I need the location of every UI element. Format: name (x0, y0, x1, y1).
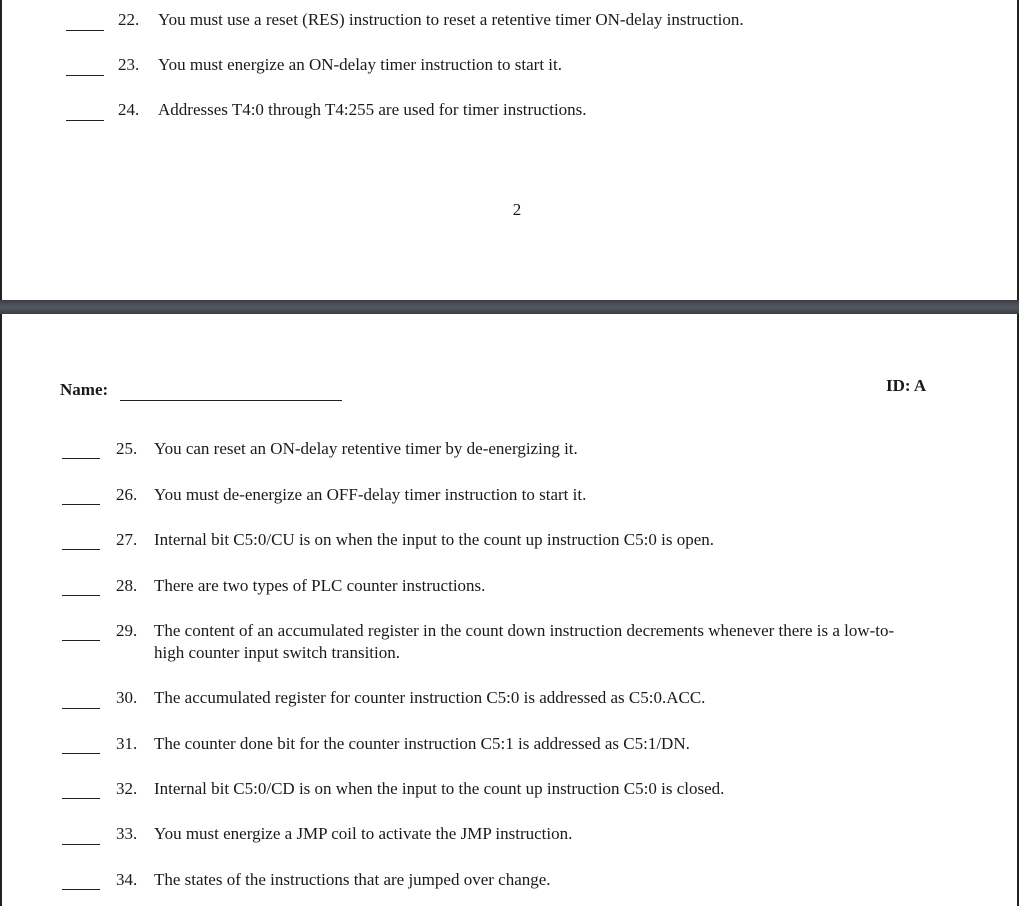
page-number: 2 (512, 200, 522, 219)
id-label: ID: A (886, 376, 927, 395)
page-separator (0, 300, 1019, 314)
answer-blank-23[interactable] (66, 75, 104, 76)
question-number-25: 25. (116, 439, 138, 458)
answer-blank-22[interactable] (66, 30, 104, 31)
question-number-22: 22. (118, 10, 140, 29)
question-number-30: 30. (116, 688, 138, 707)
question-number-33: 33. (116, 824, 138, 843)
question-text-26: You must de-energize an OFF-delay timer instruction to start it. (154, 485, 587, 504)
question-text-34: The states of the instructions that are jumped over change. (154, 870, 551, 889)
answer-blank-26[interactable] (62, 504, 100, 505)
question-number-26: 26. (116, 485, 138, 504)
answer-blank-32[interactable] (62, 798, 100, 799)
question-text-31: The counter done bit for the counter instruction C5:1 is addressed as C5:1/DN. (154, 734, 690, 753)
answer-blank-34[interactable] (62, 889, 100, 890)
name-field[interactable] (120, 400, 342, 401)
answer-blank-33[interactable] (62, 844, 100, 845)
answer-blank-29[interactable] (62, 640, 100, 641)
answer-blank-25[interactable] (62, 458, 100, 459)
question-text-32: Internal bit C5:0/CD is on when the input to the count up instruction C5:0 is closed. (154, 779, 725, 798)
question-number-32: 32. (116, 779, 138, 798)
answer-blank-24[interactable] (66, 120, 104, 121)
question-number-29: 29. (116, 621, 138, 640)
question-number-23: 23. (118, 55, 140, 74)
question-number-27: 27. (116, 530, 138, 549)
question-number-31: 31. (116, 734, 138, 753)
question-text-27: Internal bit C5:0/CU is on when the input to the count up instruction C5:0 is open. (154, 530, 715, 549)
question-text-25: You can reset an ON-delay retentive timer by de-energizing it. (154, 439, 578, 458)
bottom-page (0, 314, 1019, 906)
question-number-28: 28. (116, 576, 138, 595)
question-text-29: The content of an accumulated register in the count down instruction decrements whenever there is a low-to-high counter input switch transition. (154, 621, 895, 662)
question-text-23: You must energize an ON-delay timer instruction to start it. (158, 55, 562, 74)
top-page (0, 0, 1019, 300)
question-text-22: You must use a reset (RES) instruction to reset a retentive timer ON-delay instruction. (158, 10, 744, 29)
answer-blank-27[interactable] (62, 549, 100, 550)
answer-blank-31[interactable] (62, 753, 100, 754)
answer-blank-28[interactable] (62, 595, 100, 596)
question-text-28: There are two types of PLC counter instructions. (154, 576, 486, 595)
question-text-33: You must energize a JMP coil to activate the JMP instruction. (154, 824, 573, 843)
name-label: Name: (60, 380, 109, 399)
question-text-30: The accumulated register for counter instruction C5:0 is addressed as C5:0.ACC. (154, 688, 706, 707)
question-number-34: 34. (116, 870, 138, 889)
question-text-24: Addresses T4:0 through T4:255 are used for timer instructions. (158, 100, 587, 119)
answer-blank-30[interactable] (62, 708, 100, 709)
question-number-24: 24. (118, 100, 140, 119)
